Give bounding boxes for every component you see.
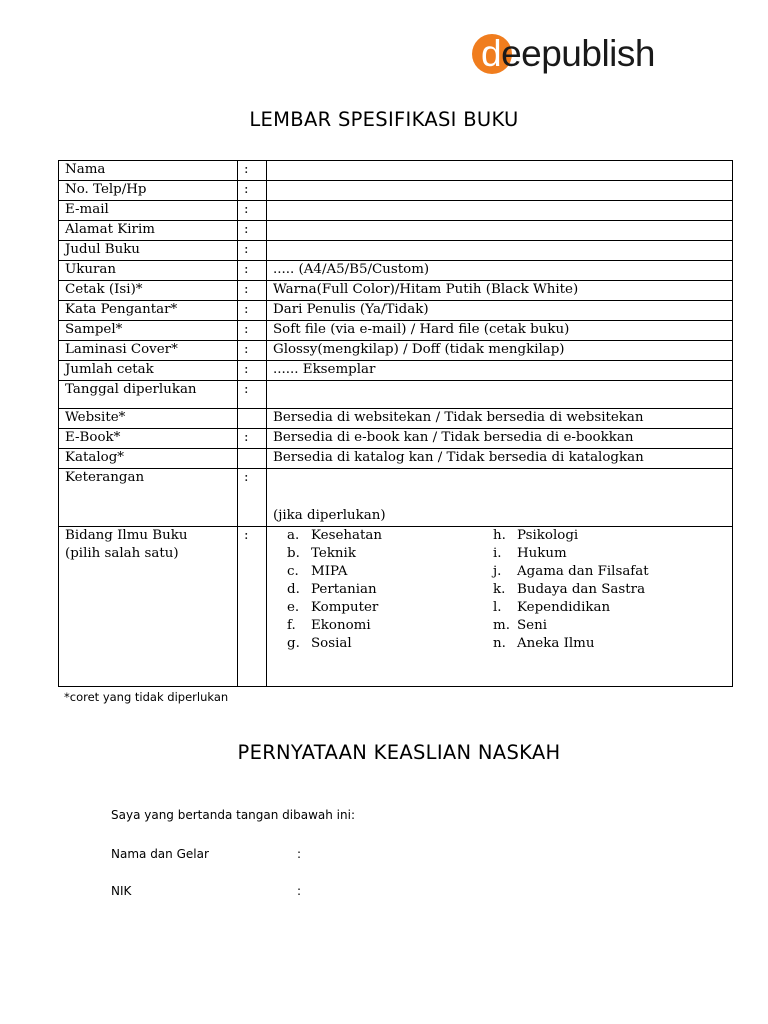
table-row (59, 201, 733, 221)
field-option[interactable] (287, 617, 493, 635)
field-option[interactable] (287, 581, 493, 599)
table-row (59, 281, 733, 301)
option-label: Komputer (311, 600, 379, 615)
logo-letter-d: d (481, 33, 502, 74)
option-label: Seni (517, 618, 548, 633)
option-marker: g. (287, 636, 300, 651)
row-value-field[interactable]: ...... Eksemplar (267, 361, 733, 381)
row-label: Ukuran (59, 261, 238, 281)
footnote: *coret yang tidak diperlukan (64, 690, 229, 704)
field-option[interactable] (493, 617, 699, 635)
field-option[interactable] (287, 545, 493, 563)
option-marker: m. (493, 618, 510, 633)
row-label: Cetak (Isi)* (59, 281, 238, 301)
bidang-options (267, 527, 733, 687)
row-colon: : (238, 161, 267, 181)
table-row (59, 321, 733, 341)
option-label: Kependidikan (517, 600, 611, 615)
option-label: Agama dan Filsafat (517, 564, 649, 579)
nik-label: NIK (111, 884, 132, 898)
option-label: MIPA (311, 564, 348, 579)
field-option[interactable] (287, 599, 493, 617)
row-colon (238, 409, 267, 429)
row-label: Kata Pengantar* (59, 301, 238, 321)
option-label: Psikologi (517, 528, 579, 543)
option-label: Pertanian (311, 582, 377, 597)
row-colon: : (238, 241, 267, 261)
name-label: Nama dan Gelar (111, 847, 209, 861)
row-value-field[interactable] (267, 201, 733, 221)
option-marker: b. (287, 546, 300, 561)
table-row (59, 409, 733, 429)
page-title-spesifikasi: LEMBAR SPESIFIKASI BUKU (249, 108, 519, 131)
field-option[interactable] (493, 599, 699, 617)
table-row-keterangan (59, 469, 733, 527)
row-label: Sampel* (59, 321, 238, 341)
row-label: E-Book* (59, 429, 238, 449)
table-row (59, 381, 733, 409)
page-title-pernyataan: PERNYATAAN KEASLIAN NASKAH (237, 741, 561, 764)
row-label: Judul Buku (59, 241, 238, 261)
table-row (59, 261, 733, 281)
option-label: Kesehatan (311, 528, 382, 543)
row-label: Website* (59, 409, 238, 429)
row-value-field[interactable] (267, 241, 733, 261)
table-row (59, 361, 733, 381)
option-marker: a. (287, 528, 300, 543)
row-value-field[interactable] (267, 181, 733, 201)
table-row (59, 241, 733, 261)
row-colon: : (238, 261, 267, 281)
name-colon[interactable]: : (297, 847, 302, 861)
row-label: Nama (59, 161, 238, 181)
option-marker: h. (493, 528, 506, 543)
row-colon: : (238, 201, 267, 221)
logo-wordmark (481, 32, 655, 76)
row-value-field[interactable]: Bersedia di e-book kan / Tidak bersedia di e-bookkan (267, 429, 733, 449)
option-marker: e. (287, 600, 300, 615)
option-marker: l. (493, 600, 502, 615)
row-value-field[interactable]: Glossy(mengkilap) / Doff (tidak mengkilap) (267, 341, 733, 361)
option-marker: k. (493, 582, 506, 597)
field-option[interactable] (493, 527, 699, 545)
option-marker: d. (287, 582, 300, 597)
option-marker: c. (287, 564, 299, 579)
row-colon: : (238, 381, 267, 409)
row-value-field[interactable]: Soft file (via e-mail) / Hard file (cetak buku) (267, 321, 733, 341)
row-value-field[interactable] (267, 381, 733, 409)
field-option[interactable] (287, 527, 493, 545)
option-marker: f. (287, 618, 296, 633)
table-row (59, 161, 733, 181)
field-option[interactable] (287, 635, 493, 653)
table-row (59, 221, 733, 241)
table-row (59, 301, 733, 321)
field-option[interactable] (287, 563, 493, 581)
row-colon (238, 449, 267, 469)
option-label: Teknik (311, 546, 356, 561)
option-label: Hukum (517, 546, 567, 561)
row-colon: : (238, 221, 267, 241)
row-label: Laminasi Cover* (59, 341, 238, 361)
option-label: Aneka Ilmu (517, 636, 595, 651)
row-colon: : (238, 321, 267, 341)
logo-text-rest: eepublish (501, 33, 655, 74)
row-colon: : (238, 469, 267, 527)
nik-colon[interactable]: : (297, 884, 302, 898)
field-option[interactable] (493, 635, 699, 653)
table-row (59, 449, 733, 469)
field-option[interactable] (493, 545, 699, 563)
option-label: Sosial (311, 636, 352, 651)
row-value-field[interactable]: ..... (A4/A5/B5/Custom) (267, 261, 733, 281)
bidang-label: Bidang Ilmu Buku (65, 528, 188, 543)
option-marker: i. (493, 546, 502, 561)
bidang-sublabel: (pilih salah satu) (65, 546, 179, 561)
keterangan-field[interactable]: (jika diperlukan) (267, 469, 733, 527)
row-label: Alamat Kirim (59, 221, 238, 241)
row-colon: : (238, 281, 267, 301)
row-colon: : (238, 181, 267, 201)
field-option[interactable] (493, 581, 699, 599)
row-label: Keterangan (59, 469, 238, 527)
row-label: E-mail (59, 201, 238, 221)
row-value-field[interactable]: Bersedia di katalog kan / Tidak bersedia di katalogkan (267, 449, 733, 469)
options-column-2 (493, 527, 699, 653)
table-row (59, 429, 733, 449)
options-column-1 (287, 527, 493, 653)
row-label: No. Telp/Hp (59, 181, 238, 201)
option-marker: n. (493, 636, 506, 651)
option-label: Ekonomi (311, 618, 371, 633)
row-colon: : (238, 361, 267, 381)
row-value-field[interactable]: Dari Penulis (Ya/Tidak) (267, 301, 733, 321)
row-label: Katalog* (59, 449, 238, 469)
row-value-field[interactable] (267, 221, 733, 241)
table-row (59, 341, 733, 361)
row-value-field[interactable] (267, 161, 733, 181)
row-label: Jumlah cetak (59, 361, 238, 381)
row-value-field[interactable]: Warna(Full Color)/Hitam Putih (Black White) (267, 281, 733, 301)
row-colon: : (238, 527, 267, 687)
table-row-bidang (59, 527, 733, 687)
row-label: Tanggal diperlukan (59, 381, 238, 409)
row-colon: : (238, 301, 267, 321)
field-option[interactable] (493, 563, 699, 581)
table-row (59, 181, 733, 201)
spec-table (58, 160, 733, 687)
row-colon: : (238, 341, 267, 361)
option-marker: j. (493, 564, 502, 579)
statement-intro: Saya yang bertanda tangan dibawah ini: (111, 808, 355, 822)
row-value-field[interactable]: Bersedia di websitekan / Tidak bersedia di websitekan (267, 409, 733, 429)
row-label (59, 527, 238, 687)
option-label: Budaya dan Sastra (517, 582, 646, 597)
row-colon: : (238, 429, 267, 449)
